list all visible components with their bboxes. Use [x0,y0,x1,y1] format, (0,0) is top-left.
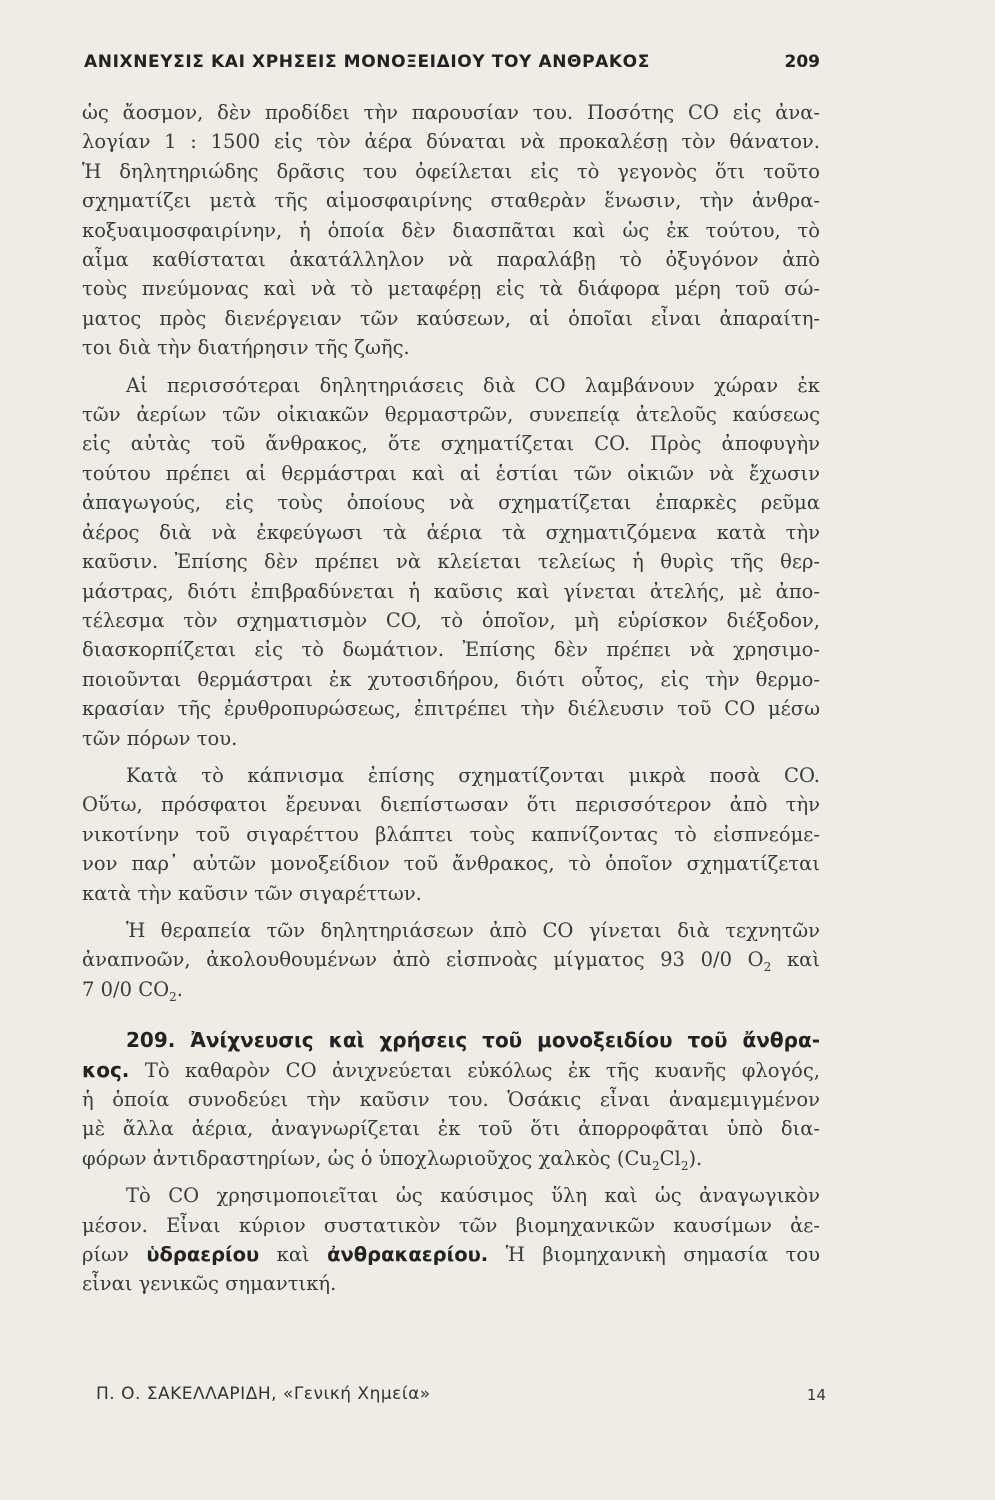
text-line: τοι διὰ τὴν διατήρησιν τῆς ζωῆς. [82,336,410,360]
section-heading-end: κος. [82,1057,130,1082]
percent-sign: 0/0 [100,977,133,1001]
text-line: Ἡ θεραπεία τῶν δηλητηριάσεων ἀπὸ CO γίνεται διὰ τεχνητῶν [126,918,820,942]
text-line: εἰς αὐτὰς τοῦ ἄνθρακος, ὅτε σχηματίζεται CO. Πρὸς ἀποφυγὴν [82,432,820,456]
text-line: μάστρας, διότι ἐπιβραδύνεται ἡ καῦσις καὶ γίνεται ἀτελής, μὲ ἀπο- [82,579,820,603]
text-line: αἷμα καθίσταται ἀκατάλληλον νὰ παραλάβῃ τὸ ὀξυγόνον ἀπὸ [82,248,820,272]
text-line: ἀναπνοῶν, ἀκολουθουμένων ἀπὸ εἰσπνοὰς μίγματος 93 0/0 $O_2$ καὶ [82,948,820,975]
footer-author-title: Π. Ο. ΣΑΚΕΛΛΑΡΙΔΗ, «Γενική Χημεία» [96,1384,431,1404]
text-line: μέσον. Εἶναι κύριον συστατικὸν τῶν βιομηχανικῶν καυσίμων ἀε- [82,1213,820,1237]
paragraph-toxicity [82,98,820,363]
text-line: φόρων ἀντιδραστηρίων, ὡς ὁ ὑποχλωριοῦχος χαλκὸς $(Cu_2Cl_2)$. [82,1146,703,1173]
percent-sign: 0/0 [700,948,733,972]
text-line: τέλεσμα τὸν σχηματισμὸν CO, τὸ ὁποῖον, μὴ εὑρίσκον διέξοδον, [82,608,820,632]
text-line: ἀπαγωγούς, εἰς τοὺς ὁποίους νὰ σχηματίζεται ἐπαρκὲς ρεῦμα [82,491,820,515]
text-line: τοὺς πνεύμονας καὶ νὰ τὸ μεταφέρῃ εἰς τὰ διάφορα μέρη τοῦ σώ- [82,277,820,301]
text-line: κατὰ τὴν καῦσιν τῶν σιγαρέττων. [82,881,422,905]
text-line: ματος πρὸς διενέργειαν τῶν καύσεων, αἱ ὁποῖαι εἶναι ἀπαραίτη- [82,306,820,330]
text-line: ὡς ἄοσμον, δὲν προδίδει τὴν παρουσίαν του. Ποσότης CO εἰς ἀνα- [82,101,820,124]
text-line: Ἡ δηλητηριώδης δρᾶσις του ὀφείλεται εἰς τὸ γεγονὸς ὅτι τοῦτο [82,159,820,183]
text-line: σχηματίζει μετὰ τῆς αἱμοσφαιρίνης σταθερὰν ἕνωσιν, τὴν ἀνθρα- [82,189,820,213]
text-line: Οὕτω, πρόσφατοι ἔρευναι διεπίστωσαν ὅτι περισσότερον ἀπὸ τὴν [82,793,820,817]
text-line: ρίων ὑδραερίου καὶ ἀνθρακαερίου. Ἡ βιομηχανικὴ σημασία του [82,1243,820,1267]
paragraph-uses [82,1181,820,1299]
page-footer [96,1384,826,1414]
text-line: τῶν ἀερίων τῶν οἰκιακῶν θερμαστρῶν, συνεπείᾳ ἀτελοῦς καύσεως [82,403,820,427]
paragraph-smoking [82,761,820,908]
text-line: τῶν πόρων του. [82,726,238,750]
text-line: Αἱ περισσότεραι δηλητηριάσεις διὰ CO λαμβάνουν χώραν ἐκ [126,373,820,397]
text-line: ἡ ὁποία συνοδεύει τὴν καῦσιν του. Ὁσάκις εἶναι ἀναμεμιγμένον [82,1088,820,1111]
term-water-gas: ὑδραερίου [146,1243,260,1267]
section-209 [82,1026,820,1173]
term-coal-gas: ἀνθρακαερίου. [327,1243,489,1267]
page-body [82,98,820,1299]
text-line: καῦσιν. Ἐπίσης δὲν πρέπει νὰ κλείεται τελείως ἡ θυρὶς τῆς θερ- [82,550,820,574]
section-heading: 209. Ἀνίχνευσις καὶ χρήσεις τοῦ μονοξειδίου τοῦ ἄνθρα- [126,1028,820,1053]
text-line: διασκορπίζεται εἰς τὸ δωμάτιον. Ἐπίσης δὲν πρέπει νὰ χρησιμο- [82,638,820,662]
text-line: λογίαν 1 : 1500 εἰς τὸν ἀέρα δύναται νὰ προκαλέσῃ τὸν θάνατον. [82,130,820,154]
text-line: κρασίαν τῆς ἐρυθροπυρώσεως, ἐπιτρέπει τὴν διέλευσιν τοῦ CO μέσω [82,697,820,721]
running-title: ΑΝΙΧΝΕΥΣΙΣ ΚΑΙ ΧΡΗΣΕΙΣ ΜΟΝΟΞΕΙΔΙΟΥ ΤΟΥ ΑΝΘΡΑΚΟΣ [84,52,650,72]
text-line: νικοτίνην τοῦ σιγαρέττου βλάπτει τοὺς καπνίζοντας τὸ εἰσπνεόμε- [82,822,820,846]
text-line: ποιοῦνται θερμάστραι ἐκ χυτοσιδήρου, διότι οὗτος, εἰς τὴν θερμο- [82,667,820,691]
paragraph-therapy [82,916,820,1004]
page-header [84,52,820,82]
paragraph-poisonings [82,371,820,753]
text-line: κος. Τὸ καθαρὸν CO ἀνιχνεύεται εὐκόλως ἐκ τῆς κυανῆς φλογός, [82,1057,821,1082]
text-line: νον παρ᾽ αὐτῶν μονοξείδιον τοῦ ἄνθρακος, τὸ ὁποῖον σχηματίζεται [82,852,820,876]
text-line: μὲ ἄλλα ἀέρια, ἀναγνωρίζεται ἐκ τοῦ ὅτι ἀπορροφᾶται ὑπὸ δια- [82,1117,820,1141]
text-line: κοξυαιμοσφαιρίνην, ἡ ὁποία δὲν διασπᾶται καὶ ὡς ἐκ τούτου, τὸ [82,218,820,242]
text-line: Τὸ CO χρησιμοποιεῖται ὡς καύσιμος ὕλη καὶ ὡς ἀναγωγικὸν [126,1184,820,1208]
page-number: 209 [784,52,820,72]
text-line: τούτου πρέπει αἱ θερμάστραι καὶ αἱ ἑστίαι τῶν οἰκιῶν νὰ ἔχωσιν [82,461,820,485]
text-line: Κατὰ τὸ κάπνισμα ἐπίσης σχηματίζονται μικρὰ ποσὰ CO. [126,763,820,787]
footer-signature-number: 14 [806,1386,826,1404]
text-line: εἶναι γενικῶς σημαντική. [82,1272,337,1296]
text-line: 7 0/0 $CO_2$. [82,977,183,1004]
text-line: ἀέρος διὰ νὰ ἐκφεύγωσι τὰ ἀέρια τὰ σχηματιζόμενα κατὰ τὴν [82,520,820,544]
